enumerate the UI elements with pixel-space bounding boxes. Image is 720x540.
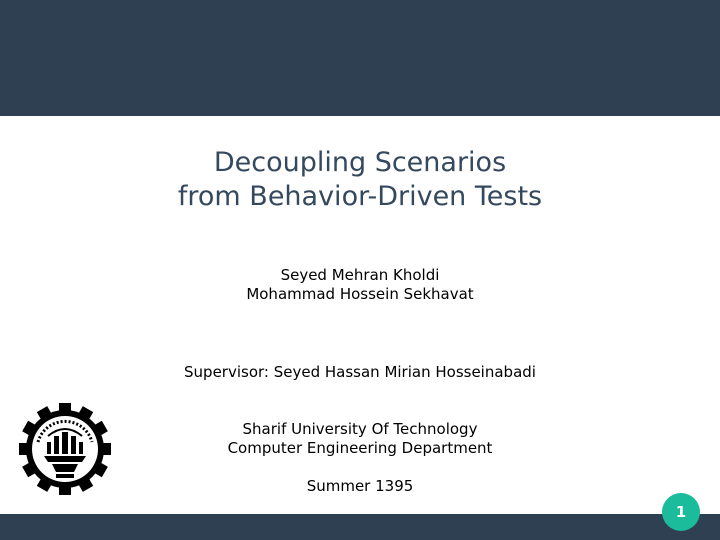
page-number-badge: 1	[662, 493, 700, 531]
university-name: Sharif University Of Technology	[242, 420, 478, 438]
author-name: Seyed Mehran Kholdi	[280, 266, 440, 284]
title-line-1: Decoupling Scenarios	[213, 147, 507, 178]
supervisor: Supervisor: Seyed Hassan Mirian Hosseinabadi	[184, 363, 536, 381]
presentation-date: Summer 1395	[306, 477, 414, 495]
footer-band	[0, 514, 720, 540]
author-name: Mohammad Hossein Sekhavat	[246, 285, 474, 303]
title-line-2: from Behavior-Driven Tests	[177, 181, 543, 212]
slide-title	[0, 146, 720, 214]
department-name: Computer Engineering Department	[227, 439, 493, 457]
sharif-university-seal-icon	[18, 402, 112, 496]
authors	[0, 266, 720, 304]
header-band	[0, 0, 720, 116]
